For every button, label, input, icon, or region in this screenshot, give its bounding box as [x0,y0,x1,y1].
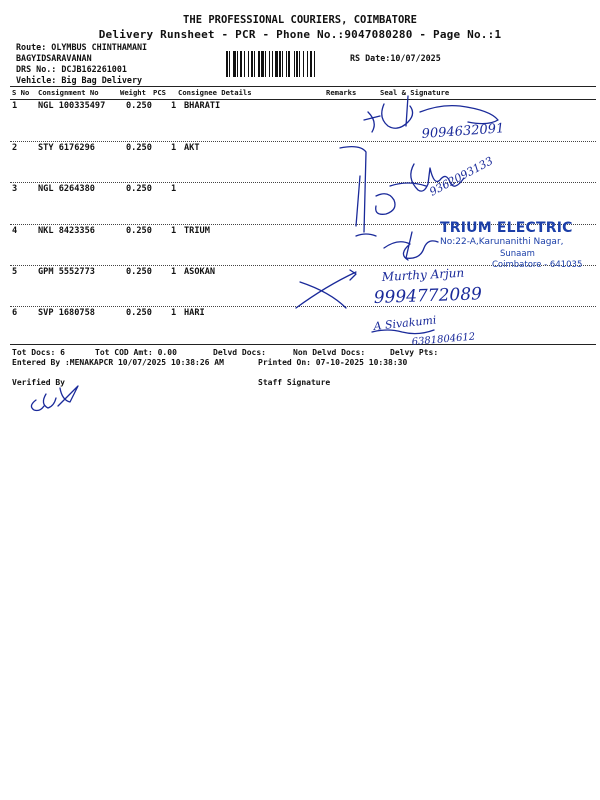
row-sno: 3 [12,184,18,194]
row-pcs: 1 [171,184,177,194]
row-weight: 0.250 [126,101,152,111]
row-consignment: STY 6176296 [38,143,95,153]
drs-number: DRS No.: DCJB162261001 [16,64,127,74]
handwritten-name-row-6: A Sivakumi [372,313,437,333]
stamp-area: Sunaam [500,249,535,259]
handwritten-phone-row-6: 6381804612 [411,331,476,348]
runsheet-title: Delivery Runsheet - PCR - Phone No.:9047080280 - Page No.:1 [98,28,502,41]
col-pcs: PCS [153,88,166,97]
bracket-mark-row-2 [340,147,376,236]
row-consignment: NGL 6264380 [38,184,95,194]
row-consignment: NKL 8423356 [38,226,95,236]
row-pcs: 1 [171,267,177,277]
staff-signature-label: Staff Signature [258,378,331,387]
route-label: Route: OLYMBUS CHINTHAMANI [16,42,148,52]
col-remarks: Remarks [326,88,357,97]
row-sno: 1 [12,101,18,111]
stamp-city: Coimbatore - 641035 [492,260,583,270]
row-consignment: SVP 1680758 [38,308,95,318]
signature-row-4 [384,232,438,260]
col-weight: Weight [120,88,146,97]
row-sno: 5 [12,267,18,277]
rs-date: RS Date:10/07/2025 [350,53,441,63]
row-pcs: 1 [171,226,177,236]
stamp-address: No:22-A,Karunanithi Nagar, [440,237,564,247]
verified-signature [31,386,78,411]
handwritten-phone-row-2: 9362093133 [427,154,496,199]
row-sno: 2 [12,143,18,153]
row-pcs: 1 [171,101,177,111]
row-pcs: 1 [171,308,177,318]
handwritten-phone-row-1: 9094632091 [421,121,505,142]
col-seal-signature: Seal & Signature [380,88,450,97]
row-sno: 6 [12,308,18,318]
arrow-mark-row-5 [296,270,356,308]
entered-by: Entered By :MENAKAPCR 10/07/2025 10:38:26 AM [12,358,224,367]
col-consignee: Consignee Details [178,88,252,97]
row-consignee: ASOKAN [184,267,216,277]
row-weight: 0.250 [126,226,152,236]
col-sno: S No [12,88,30,97]
row-weight: 0.250 [126,143,152,153]
total-docs: Tot Docs: 6 [12,348,65,357]
row-consignee: TRIUM [184,226,210,236]
row-consignee: HARI [184,308,205,318]
row-sno: 4 [12,226,18,236]
row-consignee: BHARATI [184,101,221,111]
delivered-docs: Delvd Docs: [213,348,266,357]
row-weight: 0.250 [126,184,152,194]
stamp-name: TRIUM ELECTRIC [440,220,573,236]
company-title: THE PROFESSIONAL COURIERS, COIMBATORE [183,14,417,26]
verified-by: Verified By [12,378,65,387]
handwritten-name-row-5: Murthy Arjun [381,265,465,284]
col-consignment: Consignment No [38,88,99,97]
printed-on: Printed On: 07-10-2025 10:38:30 [258,358,408,367]
vehicle-label: Vehicle: Big Bag Delivery [16,75,143,85]
row-consignee: AKT [184,143,200,153]
row-consignment: GPM 5552773 [38,267,95,277]
total-cod: Tot COD Amt: 0.00 [95,348,177,357]
non-delivered-docs: Non Delvd Docs: [293,348,366,357]
delivery-points: Delvy Pts: [390,348,439,357]
signature-row-3 [356,176,426,226]
row-pcs: 1 [171,143,177,153]
handwritten-phone-row-5: 9994772089 [373,284,483,308]
row-consignment: NGL 100335497 [38,101,106,111]
row-weight: 0.250 [126,267,152,277]
staff-name: BAGYIDSARAVANAN [16,53,92,63]
row-weight: 0.250 [126,308,152,318]
